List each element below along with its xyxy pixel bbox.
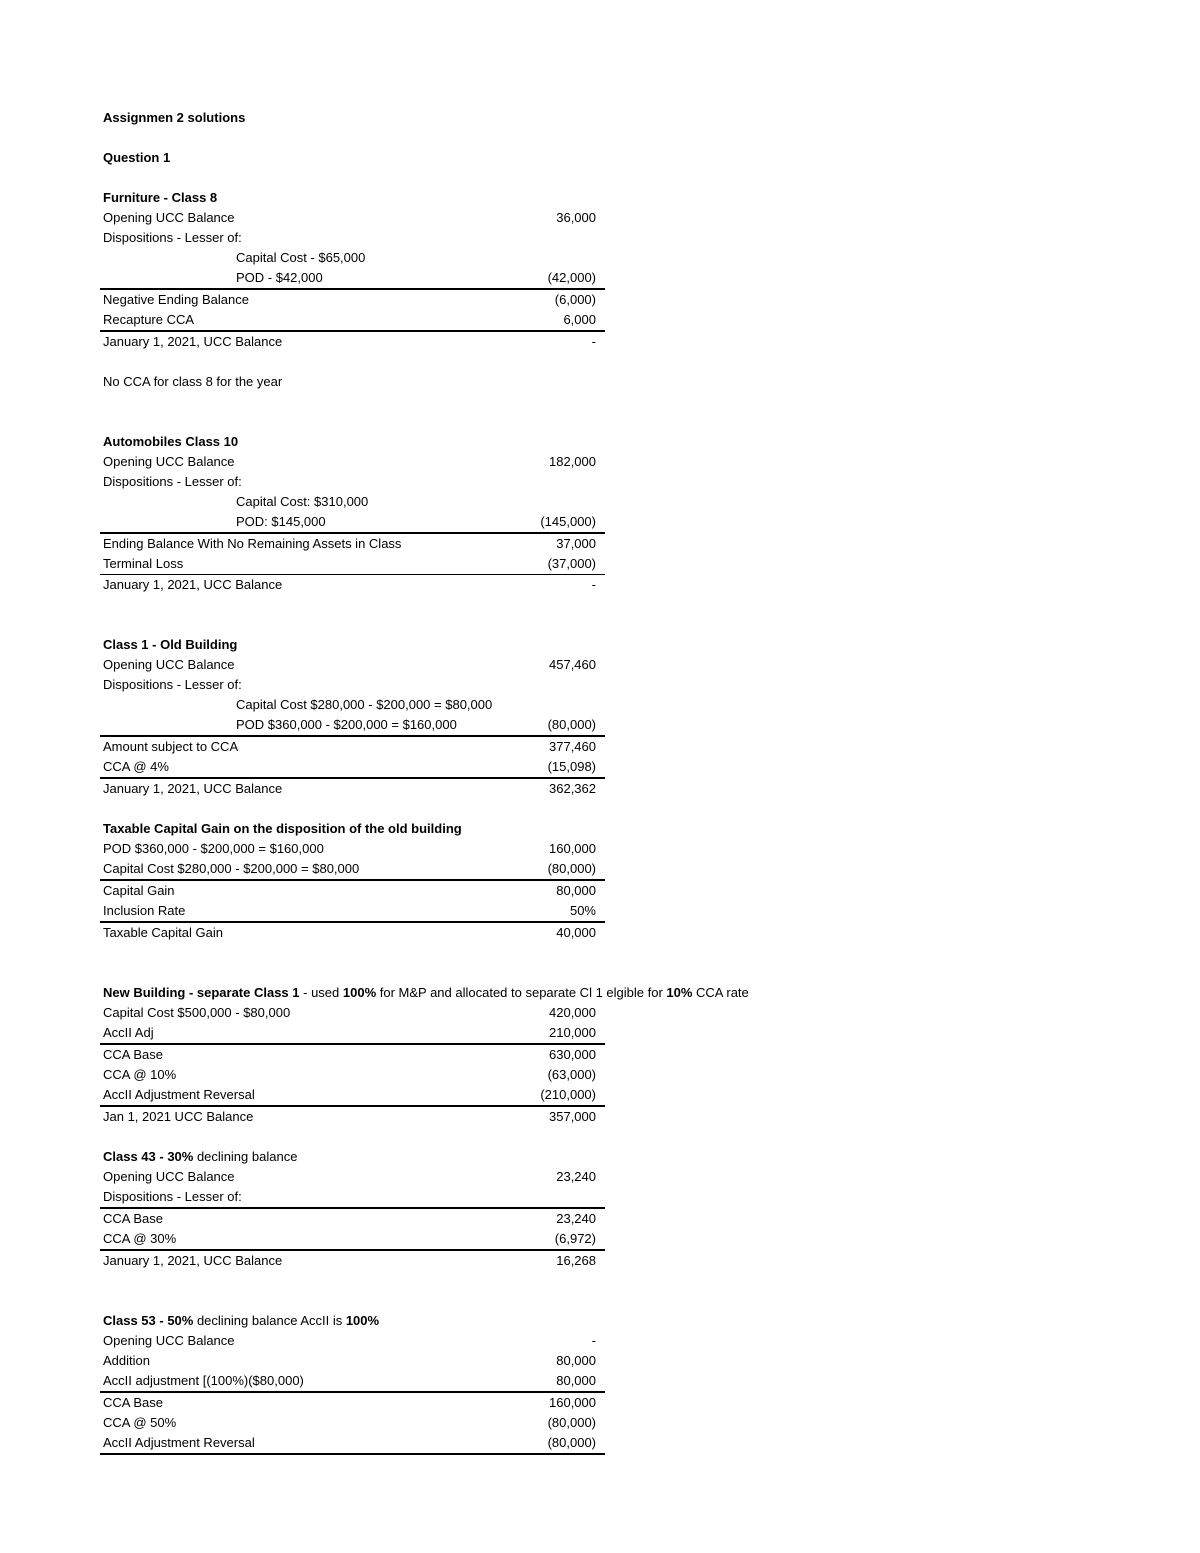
- row-capital-cost: [100, 1003, 605, 1023]
- row-label: POD $360,000 - $200,000 = $160,000: [236, 717, 457, 732]
- row-pod: [100, 268, 605, 290]
- row-value: 630,000: [549, 1047, 596, 1062]
- row-label: AccII adjustment [(100%)($80,000): [103, 1373, 304, 1388]
- row-value: (80,000): [547, 861, 596, 876]
- question-heading: [100, 148, 605, 168]
- row-jan-ucc: [100, 779, 605, 799]
- row-amount-subject: [100, 737, 605, 757]
- row-label: AccII Adjustment Reversal: [103, 1435, 255, 1450]
- section-heading-capital-gain: [100, 819, 1000, 839]
- row-label: Capital Cost: $310,000: [236, 494, 369, 509]
- row-capital-cost: [100, 492, 605, 512]
- row-value: 420,000: [549, 1005, 596, 1020]
- row-recapture: [100, 310, 605, 332]
- row-label: Capital Cost - $65,000: [236, 250, 366, 265]
- row-label: Opening UCC Balance: [103, 454, 235, 469]
- row-label: Capital Cost $280,000 - $200,000 = $80,000: [236, 697, 493, 712]
- row-value: (210,000): [540, 1087, 596, 1102]
- heading-text: Furniture - Class 8: [103, 190, 218, 205]
- row-label: Jan 1, 2021 UCC Balance: [103, 1109, 254, 1124]
- row-value: 357,000: [549, 1109, 596, 1124]
- row-label: Inclusion Rate: [103, 903, 186, 918]
- row-ending-balance: [100, 534, 605, 554]
- row-label: Dispositions - Lesser of:: [103, 1189, 242, 1204]
- row-cca-base: [100, 1393, 605, 1413]
- row-label: Capital Gain: [103, 883, 175, 898]
- row-label: CCA Base: [103, 1211, 163, 1226]
- row-label: CCA @ 4%: [103, 759, 169, 774]
- row-value: 210,000: [549, 1025, 596, 1040]
- row-label: Opening UCC Balance: [103, 1169, 235, 1184]
- row-value: (80,000): [547, 1415, 596, 1430]
- row-value: -: [591, 1333, 596, 1348]
- row-label: Amount subject to CCA: [103, 739, 239, 754]
- row-accii-adjustment: [100, 1371, 605, 1393]
- row-value: (80,000): [547, 717, 596, 732]
- row-label: POD $360,000 - $200,000 = $160,000: [103, 841, 324, 856]
- row-label: January 1, 2021, UCC Balance: [103, 334, 283, 349]
- row-jan-ucc: [100, 1107, 605, 1127]
- heading-text: [103, 1147, 297, 1167]
- row-dispositions: [100, 1187, 605, 1209]
- row-accii-reversal: [100, 1433, 605, 1455]
- heading-text: Class 1 - Old Building: [103, 637, 238, 652]
- row-opening-ucc: [100, 1331, 605, 1351]
- row-value: 362,362: [549, 781, 596, 796]
- row-negative-ending: [100, 290, 605, 310]
- row-value: 182,000: [549, 454, 596, 469]
- heading-part: 100%: [342, 985, 377, 1000]
- heading-part: Class 43 - 30%: [103, 1149, 194, 1164]
- row-label: Opening UCC Balance: [103, 210, 235, 225]
- row-label: POD: $145,000: [236, 514, 326, 529]
- row-value: 23,240: [556, 1211, 596, 1226]
- row-label: Dispositions - Lesser of:: [103, 677, 242, 692]
- row-cca: [100, 1065, 605, 1085]
- row-value: (37,000): [547, 556, 596, 571]
- row-value: 23,240: [556, 1169, 596, 1184]
- heading-part: CCA rate: [692, 985, 749, 1000]
- section-heading-class8: [100, 188, 605, 208]
- note-no-cca: [100, 372, 605, 392]
- row-opening-ucc: [100, 1167, 605, 1187]
- row-value: (80,000): [547, 1435, 596, 1450]
- row-dispositions: [100, 472, 605, 492]
- row-addition: [100, 1351, 605, 1371]
- row-jan-ucc: [100, 1251, 605, 1271]
- spreadsheet-page: [100, 108, 1100, 1455]
- heading-part: New Building - separate Class 1: [103, 985, 300, 1000]
- row-value: 16,268: [556, 1253, 596, 1268]
- title-text: Assignmen 2 solutions: [103, 110, 246, 125]
- row-jan-ucc: [100, 332, 605, 352]
- heading-part: 100%: [345, 1313, 380, 1328]
- heading-part: declining balance: [193, 1149, 298, 1164]
- row-label: AccII Adj: [103, 1025, 154, 1040]
- row-jan-ucc: [100, 575, 605, 595]
- row-value: 80,000: [556, 1353, 596, 1368]
- heading-part: for M&P and allocated to separate Cl 1 elgible for: [376, 985, 667, 1000]
- row-label: January 1, 2021, UCC Balance: [103, 781, 283, 796]
- row-label: Recapture CCA: [103, 312, 195, 327]
- row-capital-cost: [100, 859, 605, 881]
- row-label: CCA @ 30%: [103, 1231, 177, 1246]
- row-cca: [100, 757, 605, 779]
- row-value: 80,000: [556, 883, 596, 898]
- row-label: Opening UCC Balance: [103, 1333, 235, 1348]
- row-value: 40,000: [556, 925, 596, 940]
- heading-text: [103, 1311, 379, 1331]
- row-value: (6,000): [554, 292, 596, 307]
- row-cca: [100, 1229, 605, 1251]
- row-opening-ucc: [100, 655, 605, 675]
- row-value: (6,972): [554, 1231, 596, 1246]
- section-heading-new-building: [100, 983, 1000, 1003]
- row-label: Opening UCC Balance: [103, 657, 235, 672]
- row-label: Dispositions - Lesser of:: [103, 230, 242, 245]
- row-terminal-loss: [100, 554, 605, 575]
- heading-part: declining balance AccII is: [193, 1313, 346, 1328]
- row-label: Ending Balance With No Remaining Assets in Class: [103, 536, 402, 551]
- row-opening-ucc: [100, 452, 605, 472]
- row-value: 160,000: [549, 841, 596, 856]
- row-dispositions: [100, 228, 605, 248]
- section-heading-class1-old: [100, 635, 605, 655]
- row-inclusion-rate: [100, 901, 605, 923]
- row-accii-reversal: [100, 1085, 605, 1107]
- row-capital-cost: [100, 248, 605, 268]
- row-label: CCA @ 50%: [103, 1415, 177, 1430]
- row-value: 37,000: [556, 536, 596, 551]
- row-label: POD - $42,000: [236, 270, 323, 285]
- row-cca-base: [100, 1209, 605, 1229]
- row-capital-cost: [100, 695, 605, 715]
- note-text: No CCA for class 8 for the year: [103, 374, 283, 389]
- heading-part: Class 53 - 50%: [103, 1313, 194, 1328]
- row-label: Dispositions - Lesser of:: [103, 474, 242, 489]
- row-opening-ucc: [100, 208, 605, 228]
- heading-part: 10%: [666, 985, 693, 1000]
- row-value: 457,460: [549, 657, 596, 672]
- row-value: (42,000): [547, 270, 596, 285]
- section-heading-class10: [100, 432, 605, 452]
- row-label: Terminal Loss: [103, 556, 184, 571]
- row-cca-base: [100, 1045, 605, 1065]
- row-pod: [100, 512, 605, 534]
- row-label: Taxable Capital Gain: [103, 925, 223, 940]
- heading-text: [103, 983, 749, 1003]
- row-dispositions: [100, 675, 605, 695]
- row-label: Capital Cost $500,000 - $80,000: [103, 1005, 291, 1020]
- row-value: -: [591, 577, 596, 592]
- row-label: CCA Base: [103, 1047, 163, 1062]
- row-value: 160,000: [549, 1395, 596, 1410]
- heading-part: - used: [299, 985, 343, 1000]
- row-value: 36,000: [556, 210, 596, 225]
- row-value: 80,000: [556, 1373, 596, 1388]
- row-value: (145,000): [540, 514, 596, 529]
- row-accii-adj: [100, 1023, 605, 1045]
- row-pod: [100, 839, 605, 859]
- row-value: -: [591, 334, 596, 349]
- section-heading-class43: [100, 1147, 605, 1167]
- row-value: (63,000): [547, 1067, 596, 1082]
- row-value: 6,000: [563, 312, 596, 327]
- question-text: Question 1: [103, 150, 171, 165]
- section-heading-class53: [100, 1311, 605, 1331]
- row-label: January 1, 2021, UCC Balance: [103, 577, 283, 592]
- row-label: Addition: [103, 1353, 150, 1368]
- row-label: Negative Ending Balance: [103, 292, 249, 307]
- row-cca: [100, 1413, 605, 1433]
- document-title: [100, 108, 605, 128]
- row-value: 50%: [569, 903, 596, 918]
- heading-text: Taxable Capital Gain on the disposition of the old building: [103, 821, 462, 836]
- row-value: 377,460: [549, 739, 596, 754]
- row-label: CCA Base: [103, 1395, 163, 1410]
- row-capital-gain: [100, 881, 605, 901]
- row-value: (15,098): [547, 759, 596, 774]
- row-pod: [100, 715, 605, 737]
- row-label: January 1, 2021, UCC Balance: [103, 1253, 283, 1268]
- row-label: CCA @ 10%: [103, 1067, 177, 1082]
- row-label: Capital Cost $280,000 - $200,000 = $80,000: [103, 861, 360, 876]
- heading-text: Automobiles Class 10: [103, 434, 239, 449]
- row-taxable-gain: [100, 923, 605, 943]
- row-label: AccII Adjustment Reversal: [103, 1087, 255, 1102]
